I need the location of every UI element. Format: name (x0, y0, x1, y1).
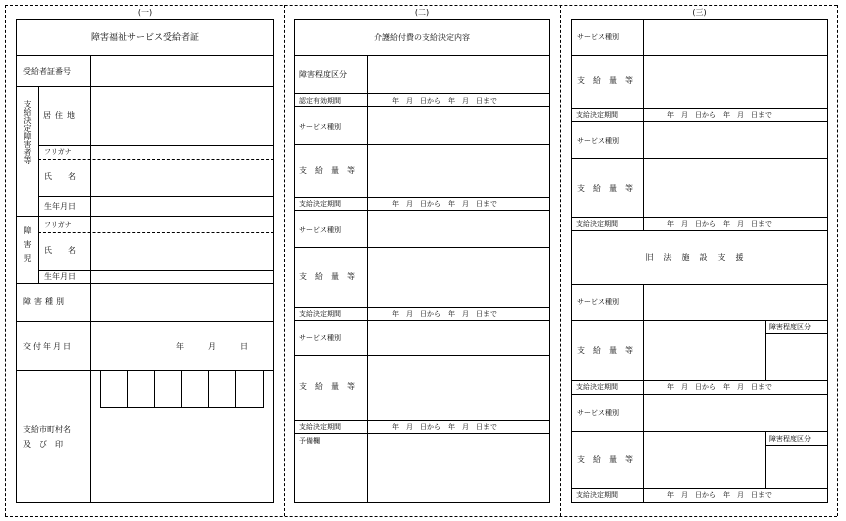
service-type-label: サービス種別 (577, 298, 619, 306)
amount-label: 支給量等 (577, 76, 641, 85)
service-type-label: サービス種別 (299, 123, 341, 131)
panel-2-header: (二) (414, 8, 430, 17)
child-furigana-label: フリガナ (44, 221, 72, 229)
child-name-label: 氏 名 (44, 246, 76, 255)
municipality-label: 支給市町村名 (23, 425, 71, 434)
notes-label: 予備欄 (299, 437, 320, 445)
recipient-section-label: 支給決定障害者等 (23, 100, 32, 164)
child-birthdate-label: 生年月日 (44, 272, 76, 281)
panel-3-header: (三) (692, 8, 707, 17)
panel-1-header: (一) (137, 8, 153, 17)
disability-level-label: 障害程度区分 (769, 323, 811, 331)
validity-period-text: 年 月 日から 年 月 日まで (392, 97, 497, 105)
benefit-decision-title: 介護給付費の支給決定内容 (374, 33, 470, 42)
decision-period-text: 年 月 日から 年 月 日まで (392, 200, 497, 208)
decision-period-text: 年 月 日から 年 月 日まで (392, 310, 497, 318)
amount-label: 支給量等 (299, 382, 363, 391)
decision-period-label: 支給決定期間 (576, 220, 618, 228)
amount-label: 支給量等 (577, 455, 641, 464)
amount-label: 支給量等 (299, 272, 363, 281)
service-type-label: サービス種別 (299, 226, 341, 234)
decision-period-text: 年 月 日から 年 月 日まで (667, 491, 772, 499)
municipality-code-boxes (100, 370, 264, 408)
decision-period-label: 支給決定期間 (299, 423, 341, 431)
furigana-label: フリガナ (44, 148, 72, 156)
amount-label: 支給量等 (299, 166, 363, 175)
amount-label: 支給量等 (577, 184, 641, 193)
validity-period-label: 認定有効期間 (299, 97, 341, 105)
disability-level-label: 障害程度区分 (299, 70, 347, 79)
birthdate-label: 生年月日 (44, 202, 76, 211)
service-type-label: サービス種別 (577, 33, 619, 41)
cert-number-label: 受給者証番号 (23, 67, 71, 76)
issue-date-label: 交付年月日 (23, 342, 73, 351)
decision-period-label: 支給決定期間 (299, 200, 341, 208)
seal-label: 及 び 印 (23, 440, 63, 449)
issue-date-year: 年 (176, 342, 184, 351)
amount-label: 支給量等 (577, 346, 641, 355)
service-type-label: サービス種別 (577, 409, 619, 417)
decision-period-label: 支給決定期間 (576, 383, 618, 391)
disability-type-label: 障害種別 (23, 297, 67, 306)
decision-period-label: 支給決定期間 (299, 310, 341, 318)
issue-date-month: 月 (208, 342, 216, 351)
service-type-label: サービス種別 (299, 334, 341, 342)
child-section-label: 障害児 (23, 226, 32, 268)
decision-period-text: 年 月 日から 年 月 日まで (667, 220, 772, 228)
decision-period-label: 支給決定期間 (576, 491, 618, 499)
decision-period-label: 支給決定期間 (576, 111, 618, 119)
decision-period-text: 年 月 日から 年 月 日まで (667, 111, 772, 119)
old-law-label: 旧法施設支援 (645, 253, 754, 262)
decision-period-text: 年 月 日から 年 月 日まで (667, 383, 772, 391)
disability-level-label: 障害程度区分 (769, 435, 811, 443)
decision-period-text: 年 月 日から 年 月 日まで (392, 423, 497, 431)
service-type-label: サービス種別 (577, 137, 619, 145)
name-label: 氏 名 (44, 172, 76, 181)
issue-date-day: 日 (240, 342, 248, 351)
address-label: 居住地 (43, 111, 79, 120)
certificate-title: 障害福祉サービス受給者証 (90, 33, 199, 43)
